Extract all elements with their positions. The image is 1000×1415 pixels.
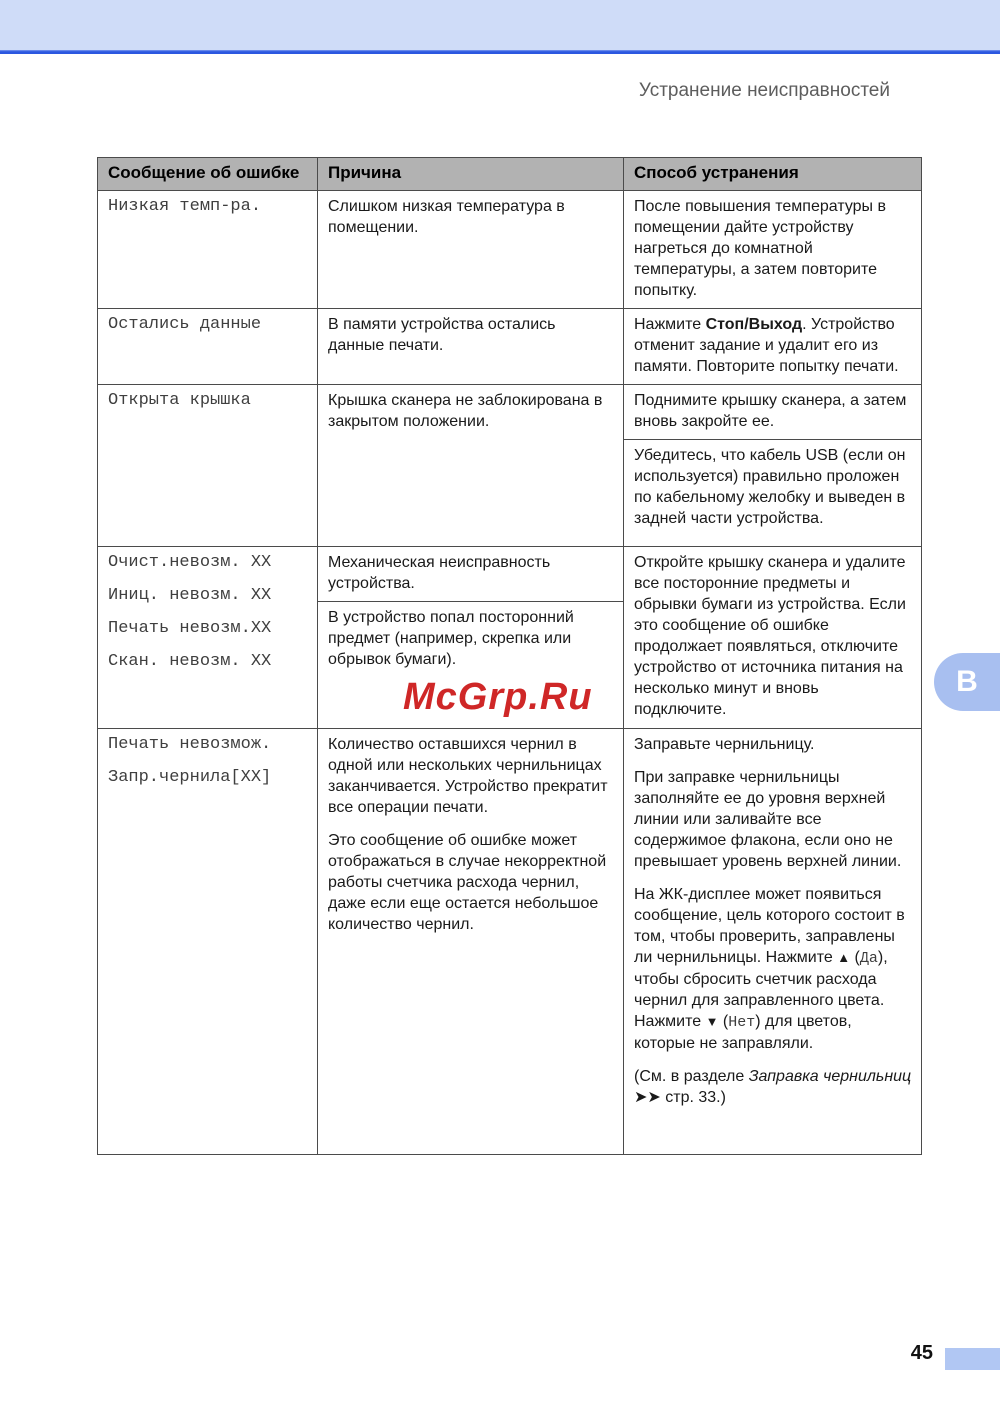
remedy-column [624, 309, 921, 384]
error-message-cell [98, 309, 317, 384]
cell-paragraph: Это сообщение об ошибке может отображаться в случае некорректной работы счетчика расхода чернил, даже если еще остается небольшое количество чернил. [328, 832, 607, 933]
error-message: Низкая темп-ра. [108, 197, 262, 216]
cell-paragraph: Заправьте чернильницу. [634, 736, 815, 753]
running-header: Устранение неисправностей [638, 80, 890, 101]
cell-paragraph: (См. в разделе Заправка чернильниц ➤➤ стр. 33.) [634, 1068, 912, 1106]
cell-paragraph: Крышка сканера не заблокирована в закрытом положении. [328, 392, 603, 430]
cell-paragraph: В устройство попал посторонний предмет (например, скрепка или обрывок бумаги). [328, 609, 574, 668]
cell-paragraph: После повышения температуры в помещении дайте устройству нагреться до комнатной температуры, а затем повторите попытку. [634, 198, 886, 299]
error-message: Остались данные [108, 315, 262, 334]
cell-paragraph: Откройте крышку сканера и удалите все посторонние предметы и обрывки бумаги из устройства. Если это сообщение об ошибке продолжает появляться, отключите устройство от источника питания на несколько минут и вновь подключите. [634, 554, 906, 718]
error-message-cell [98, 729, 317, 1154]
remedy-cell [624, 547, 921, 728]
error-message-column [98, 385, 318, 546]
cause-cell [318, 385, 623, 546]
table-row [98, 191, 921, 309]
remedy-column [624, 547, 921, 728]
cause-cell [318, 729, 623, 1154]
section-badge-letter: B [956, 665, 978, 698]
cell-paragraph: На ЖК-дисплее может появиться сообщение, цель которого состоит в том, чтобы проверить, заправлены ли чернильницы. Нажмите ▲ (Да), чтобы сбросить счетчик расхода чернил для заправленного цвета. Нажмите ▼ (Нет) для цветов, которые не заправляли. [634, 886, 905, 1052]
cell-paragraph: При заправке чернильницы заполняйте ее до уровня верхней линии или заливайте все содержимое флакона, если оно не превышает уровень верхней линии. [634, 769, 902, 870]
cell-paragraph: Убедитесь, что кабель USB (если он используется) правильно проложен по кабельному желобку и выведен в задней части устройства. [634, 447, 906, 527]
error-message: Иниц. невозм. XX [108, 586, 272, 605]
error-message: Запр.чернила[XX] [108, 768, 272, 787]
error-message: Скан. невозм. XX [108, 652, 272, 671]
remedy-cell [624, 309, 921, 384]
footer-marker [945, 1348, 1000, 1370]
error-message: Печать невозм.XX [108, 619, 272, 638]
remedy-column [624, 729, 921, 1154]
error-message: Печать невозмож. [108, 735, 272, 754]
column-header-remedy: Способ устранения [634, 163, 799, 182]
header-band [0, 0, 1000, 50]
cell-paragraph: Механическая неисправность устройства. [328, 554, 551, 592]
cause-column [318, 191, 624, 308]
error-message-cell [98, 547, 317, 728]
error-message-column [98, 729, 318, 1154]
cell-paragraph: Слишком низкая температура в помещении. [328, 198, 565, 236]
column-header-cause: Причина [318, 158, 624, 190]
table-row [98, 729, 921, 1154]
cell-paragraph: В памяти устройства остались данные печати. [328, 316, 556, 354]
page-number: 45 [910, 1342, 933, 1364]
cause-cell [318, 191, 623, 308]
cause-cell [318, 547, 623, 601]
table-row [98, 385, 921, 547]
error-message: Открыта крышка [108, 391, 251, 410]
remedy-cell [624, 191, 921, 308]
cell-paragraph: Количество оставшихся чернил в одной или нескольких чернильницах заканчивается. Устройство прекратит все операции печати. [328, 736, 608, 816]
error-message-cell [98, 385, 317, 546]
cell-paragraph: Поднимите крышку сканера, а затем вновь закройте ее. [634, 392, 907, 430]
cause-column [318, 729, 624, 1154]
section-badge [934, 653, 1000, 711]
remedy-cell [624, 729, 921, 1154]
error-message-column [98, 191, 318, 308]
error-message-column [98, 547, 318, 728]
error-message-column [98, 309, 318, 384]
error-message-cell [98, 191, 317, 308]
header-rule [0, 50, 1000, 54]
error-message: Очист.невозм. XX [108, 553, 272, 572]
cause-column [318, 385, 624, 546]
remedy-column [624, 385, 921, 546]
cause-column [318, 309, 624, 384]
remedy-cell [624, 439, 921, 546]
cause-cell [318, 309, 623, 384]
table-header-row [98, 158, 921, 191]
cell-paragraph: Нажмите Стоп/Выход. Устройство отменит задание и удалит его из памяти. Повторите попытку печати. [634, 316, 899, 375]
table-body [98, 191, 921, 1154]
remedy-column [624, 191, 921, 308]
remedy-cell [624, 385, 921, 439]
column-header-error-message: Сообщение об ошибке [98, 158, 318, 190]
table-row [98, 309, 921, 385]
watermark: McGrp.Ru [403, 676, 593, 718]
troubleshooting-table [97, 157, 922, 1155]
